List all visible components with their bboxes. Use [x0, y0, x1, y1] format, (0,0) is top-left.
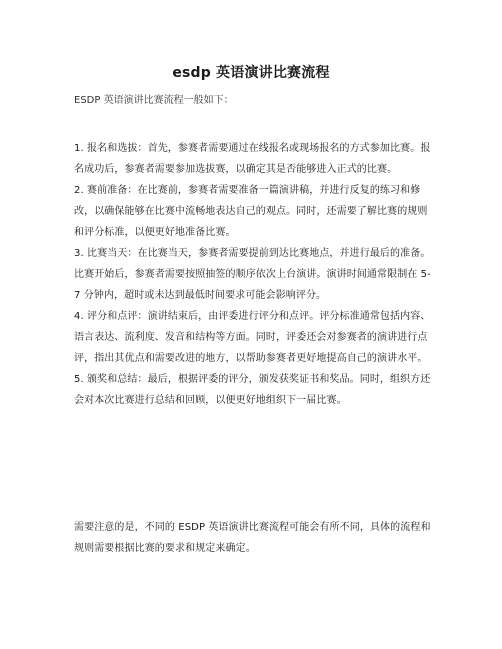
step-paragraph-awards: 5. 颁奖和总结：最后，根据评委的评分，颁发获奖证书和奖品。同时，组织方还会对本次比赛进行总结和回顾，以便更好地组织下一届比赛。: [74, 374, 431, 406]
closing-note: [74, 517, 436, 559]
intro-text: ESDP 英语演讲比赛流程一般如下：: [74, 95, 234, 106]
step-paragraph-preparation: 2. 赛前准备：在比赛前，参赛者需要准备一篇演讲稿，并进行反复的练习和修改，以确保能够在比赛中流畅地表达自己的观点。同时，还需要了解比赛的规则和评分标准，以便更好地准备比赛。: [74, 185, 428, 238]
steps-list: [74, 138, 436, 411]
closing-note-text: 需要注意的是，不同的 ESDP 英语演讲比赛流程可能会有所不同，具体的流程和规则需要根据比赛的要求和规定来确定。: [74, 522, 431, 554]
document-title: esdp 英语演讲比赛流程: [172, 65, 330, 81]
step-paragraph-competition-day: 3. 比赛当天：在比赛当天，参赛者需要提前到达比赛地点，并进行最后的准备。比赛开始后，参赛者需要按照抽签的顺序依次上台演讲。演讲时间通常限制在 5-7 分钟内，超时或未达到最低时间要求可能会影响评分。: [74, 248, 431, 301]
step-paragraph-registration: 1. 报名和选拔：首先，参赛者需要通过在线报名或现场报名的方式参加比赛。报名成功后，参赛者需要参加选拔赛，以确定其是否能够进入正式的比赛。: [74, 143, 431, 175]
step-paragraph-scoring: 4. 评分和点评：演讲结束后，由评委进行评分和点评。评分标准通常包括内容、语言表达、流利度、发音和结构等方面。同时，评委还会对参赛者的演讲进行点评，指出其优点和需要改进的地方，以帮助参赛者更好地提高自己的演讲水平。: [74, 311, 431, 364]
